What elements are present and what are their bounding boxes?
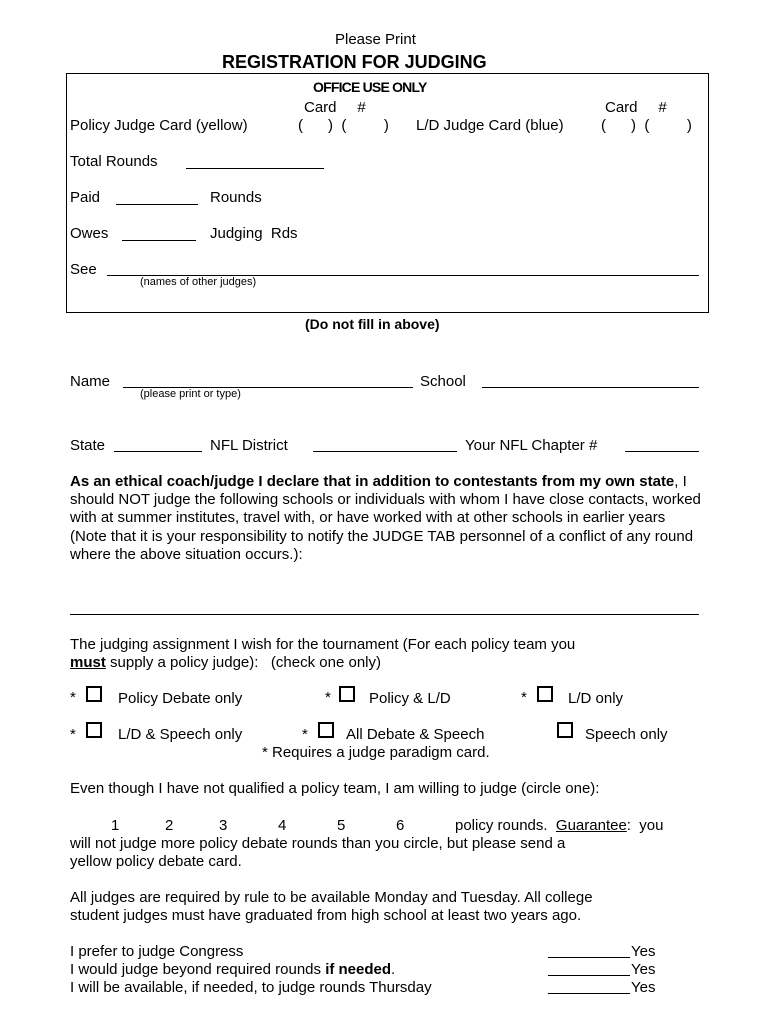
school-field[interactable] [482,387,699,388]
beyond-rounds-text: I would judge beyond required rounds [70,961,326,978]
rounds-text-line2: will not judge more policy debate rounds than you circle, but please send a [70,835,566,852]
nfl-district-label: NFL District [210,437,288,454]
round-option-3[interactable]: 3 [219,817,228,834]
option-ld-only: L/D only [568,690,624,707]
judging-rds-label: Judging Rds [210,225,298,242]
assignment-intro-rest: supply a policy judge): (check one only) [105,654,381,671]
paid-field[interactable] [116,204,198,205]
name-label: Name [70,373,111,390]
option-policy-debate-only: Policy Debate only [118,690,243,707]
declaration-bold-lead: As an ethical coach/judge I declare that in addition to contestants from my own state [70,473,675,490]
owes-label: Owes [70,225,109,242]
round-option-6[interactable]: 6 [396,817,405,834]
beyond-rounds-period: . [391,961,396,978]
office-use-only-label: OFFICE USE ONLY [313,79,427,95]
policy-card-blanks: ( ) ( ) [298,117,389,134]
beyond-rounds-yes-field[interactable] [548,975,630,976]
must-emphasis: must [70,654,106,671]
round-option-1[interactable]: 1 [111,817,120,834]
please-print-label: Please Print [335,31,416,48]
school-label: School [420,373,466,390]
guarantee-rest: : you [626,817,664,834]
asterisk-marker: * [325,689,331,706]
thursday-yes-field[interactable] [548,993,630,994]
if-needed-emphasis: if needed [325,961,392,978]
ld-card-blanks: ( ) ( ) [601,117,692,134]
policy-rounds-label: policy rounds. [455,817,548,834]
nfl-chapter-field[interactable] [625,451,699,452]
paradigm-note: * Requires a judge paradigm card. [262,744,490,761]
speech-only-checkbox[interactable] [557,722,573,738]
state-field[interactable] [114,451,202,452]
option-policy-and-ld: Policy & L/D [369,690,451,707]
round-option-4[interactable]: 4 [278,817,287,834]
congress-yes-field[interactable] [548,957,630,958]
assignment-intro-line2 [70,655,381,670]
ld-card-header: Card # [605,99,667,116]
round-option-5[interactable]: 5 [337,817,346,834]
option-ld-and-speech-only: L/D & Speech only [118,726,243,743]
policy-judge-card-label: Policy Judge Card (yellow) [70,117,248,134]
ld-only-checkbox[interactable] [537,686,553,702]
declaration-paragraph [70,473,704,564]
asterisk-marker: * [521,689,527,706]
thursday-label: I will be available, if needed, to judge rounds Thursday [70,979,432,996]
total-rounds-field[interactable] [186,168,324,169]
names-of-other-judges-hint: (names of other judges) [140,276,257,288]
policy-and-ld-checkbox[interactable] [339,686,355,702]
option-speech-only: Speech only [585,726,668,743]
congress-yes-label: Yes [631,943,656,960]
declaration-rest: , I should NOT judge the following schools or individuals with whom I have close contacts, worked with at summer institutes, travel with, or have worked with at other schools in earlier years (Note that it is your responsibility to notify the JUDGE TAB personnel of a conflict of any round where the above situation occurs.): [70,473,701,563]
see-label: See [70,261,97,278]
owes-field[interactable] [122,240,196,241]
conflicts-field[interactable] [70,614,699,615]
rounds-text-line3: yellow policy debate card. [70,853,242,870]
rounds-intro: Even though I have not qualified a policy team, I am willing to judge (circle one): [70,780,600,797]
assignment-intro-line1: The judging assignment I wish for the tournament (For each policy team you [70,636,576,653]
guarantee-label: Guarantee [555,817,627,834]
availability-line2: student judges must have graduated from high school at least two years ago. [70,907,582,924]
policy-debate-only-checkbox[interactable] [86,686,102,702]
nfl-chapter-label: Your NFL Chapter # [465,437,598,454]
please-print-or-type-hint: (please print or type) [140,388,241,400]
ld-and-speech-only-checkbox[interactable] [86,722,102,738]
congress-preference-label: I prefer to judge Congress [70,943,244,960]
beyond-rounds-yes-label: Yes [631,961,656,978]
asterisk-marker: * [70,689,76,706]
beyond-rounds-label [70,962,395,977]
asterisk-marker: * [70,726,76,743]
asterisk-marker: * [302,726,308,743]
ld-judge-card-label: L/D Judge Card (blue) [416,117,564,134]
do-not-fill-note: (Do not fill in above) [305,316,440,332]
paid-label: Paid [70,189,101,206]
round-option-2[interactable]: 2 [165,817,174,834]
total-rounds-label: Total Rounds [70,153,158,170]
option-all-debate-and-speech: All Debate & Speech [346,726,485,743]
rounds-label: Rounds [210,189,262,206]
thursday-yes-label: Yes [631,979,656,996]
policy-rounds-line [455,818,663,833]
nfl-district-field[interactable] [313,451,457,452]
policy-card-header: Card # [304,99,366,116]
page-title: REGISTRATION FOR JUDGING [222,52,487,72]
availability-line1: All judges are required by rule to be available Monday and Tuesday. All college [70,889,593,906]
state-label: State [70,437,106,454]
all-debate-and-speech-checkbox[interactable] [318,722,334,738]
